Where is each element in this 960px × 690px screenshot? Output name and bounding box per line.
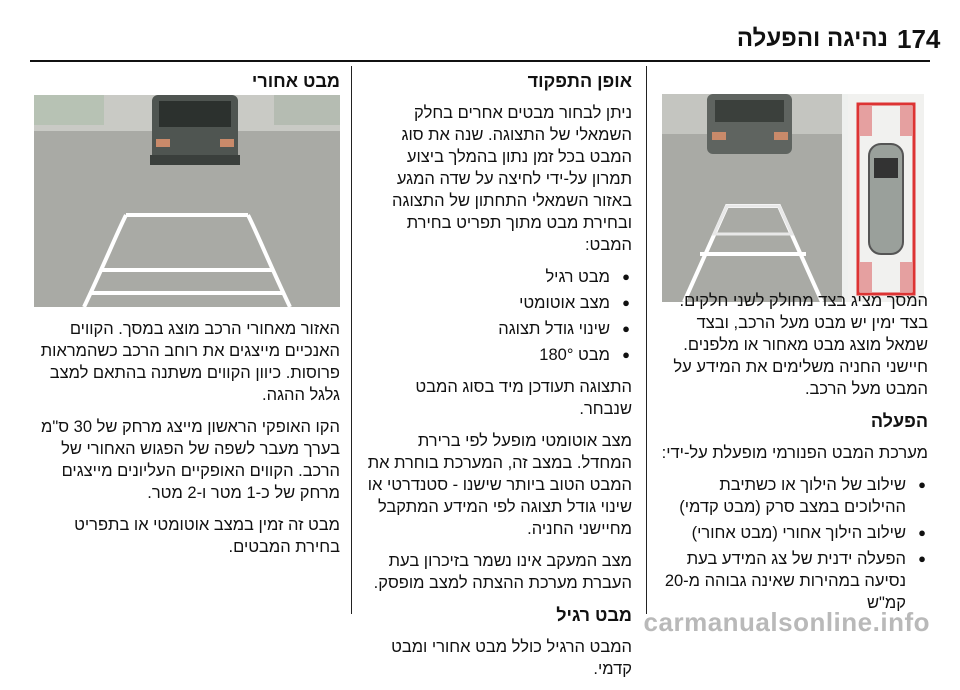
section-heading-normal-view: מבט רגיל [556,605,632,625]
watermark: carmanualsonline.info [643,607,930,637]
section-heading-rear-view: מבט אחורי [251,71,340,91]
rear-camera-view-image [34,95,340,307]
list-item: ● הפעלה ידנית של צג המידע בעת נסיעה במהירות שאינה גבוהה מ-20 קמ"ש [660,548,906,614]
column-divider [646,66,647,614]
paragraph: מצב המעקב אינו נשמר בזיכרון בעת העברת מערכת ההצתה למצב מופסק. [373,552,632,592]
paragraph: התצוגה תעודכן מיד בסוג המבט שנבחר. [415,378,632,418]
list-item: ● מצב אוטומטי [366,292,610,314]
list-item: ● שילוב של הילוך או כשתיבת ההילוכים במצב סרק (מבט קדמי) [660,474,906,518]
list-item: ● שינוי גודל תצוגה [366,318,610,340]
section-heading-function: אופן התפקוד [527,71,632,91]
left-column-text [34,318,340,568]
paragraph: המבט הרגיל כולל מבט אחורי ומבט קדמי. [391,638,632,678]
page-number: 174 [897,24,941,54]
page-header [0,18,960,68]
page-title: נהיגה והפעלה [736,25,888,52]
right-column [660,290,928,624]
paragraph: מבט זה זמין במצב אוטומטי או בתפריט בחירת המבטים. [74,516,340,556]
view-menu-list [366,266,632,366]
operation-intro: מערכת המבט הפנורמי מופעלת על-ידי: [661,444,928,462]
middle-column [366,70,632,690]
list-item: ● מבט רגיל [366,266,610,288]
paragraph: ניתן לבחור מבטים אחרים בחלק השמאלי של התצוגה. שנה את סוג המבט בכל זמן נתון בהמלך ביצוע תמרון על-ידי לחיצה על שדה המגע באזור השמאלי התחתון של התצוגה ובחירת מבט מתוך תפריט בחירת המבט: [392,104,632,254]
list-item: ● מבט 180° [366,344,610,366]
paragraph: מצב אוטומטי מופעל לפי ברירת המחדל. במצב זה, המערכת בוחרת את המבט הטוב ביותר שישנו - סטנדרטי או שינוי גודל תצוגה לפי המידע המתקבל מחיישני החניה. [367,432,632,538]
paragraph: האזור מאחורי הרכב מוצג במסך. הקווים האנכיים מייצגים את רוחב הרכב כשהמראות פרוסות. כיוון הקווים משתנה בהתאם למצב גלגל ההגה. [40,320,340,404]
image-caption: המסך מציג בצד מחולק לשני חלקים. בצד ימין יש מבט מעל הרכב, ובצד שמאל מוצג מבט מאחור או מלפנים. חיישני החניה משלימים את המידע על המבט מעל הרכב. [673,292,928,398]
operation-list [660,474,928,614]
section-heading-operation: הפעלה [870,411,928,431]
list-item: ● שילוב הילוך אחורי (מבט אחורי) [660,522,906,544]
camera-view-parking-box-image [662,94,924,302]
paragraph: הקו האופקי הראשון מייצג מרחק של 30 ס"מ בערך מעבר לשפה של הפגוש האחורי של הרכב. הקווים האופקיים העליונים מייצגים מרחק של כ-1 מטר ו-2 מטר. [41,418,340,502]
column-divider [351,66,352,614]
header-rule [30,60,930,62]
